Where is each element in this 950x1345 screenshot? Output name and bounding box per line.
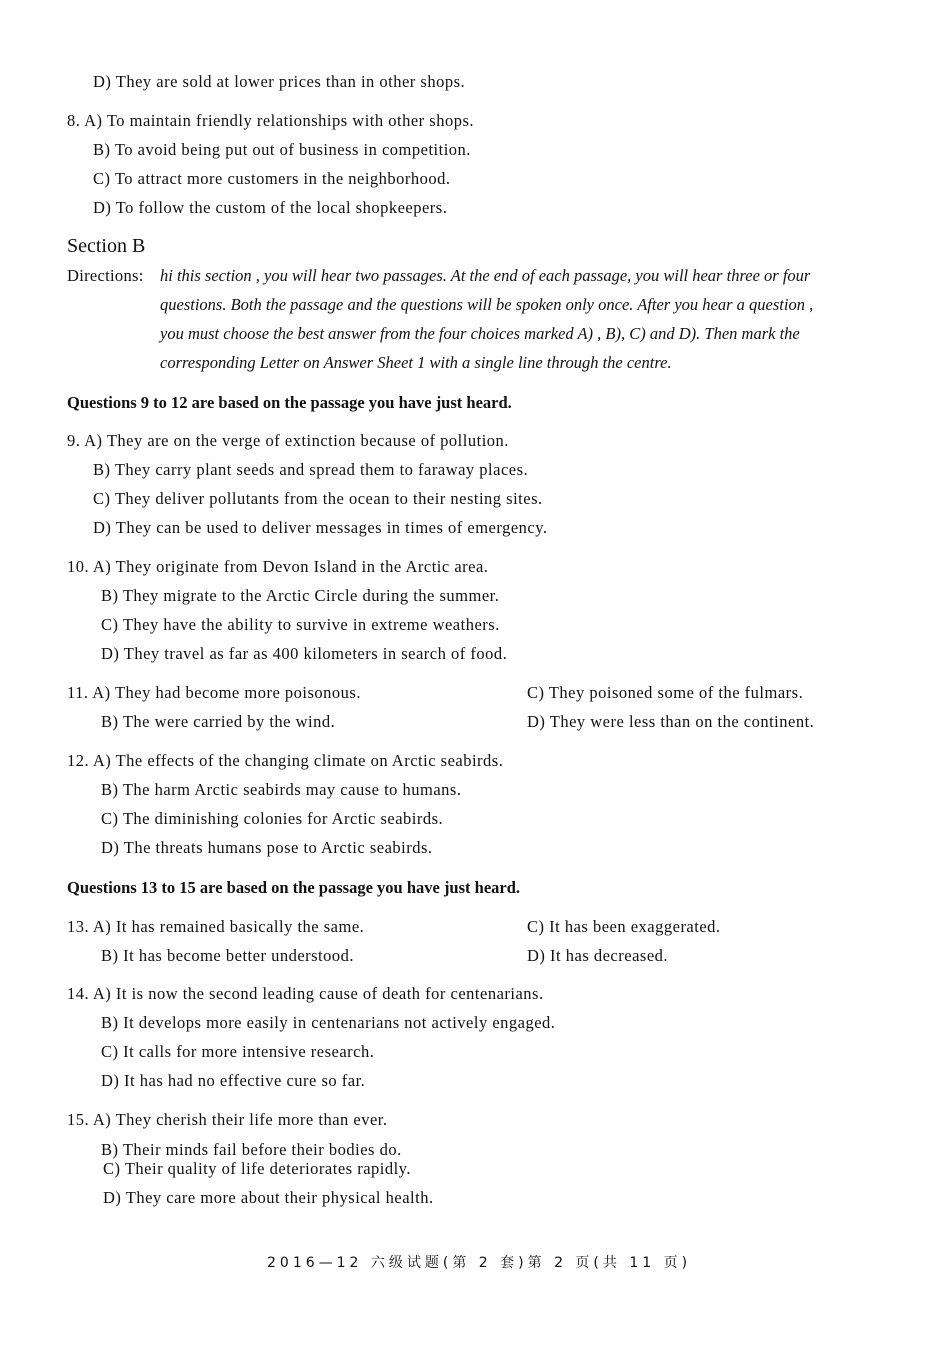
q14-option-a: 14. A) It is now the second leading cause of death for centenarians. — [67, 984, 544, 1003]
q13-option-a: 13. A) It has remained basically the same. — [67, 917, 365, 936]
q13-option-c: C) It has been exaggerated. — [527, 917, 721, 936]
q11-option-b: B) The were carried by the wind. — [101, 712, 336, 731]
page-footer: 2016—12 六级试题(第 2 套)第 2 页(共 11 页) — [267, 1255, 692, 1271]
q7-option-d: D) They are sold at lower prices than in other shops. — [93, 72, 466, 91]
q8-option-d: D) To follow the custom of the local shopkeepers. — [93, 198, 448, 217]
q10-option-c: C) They have the ability to survive in extreme weathers. — [101, 615, 500, 634]
directions-label: Directions: — [67, 266, 144, 285]
q14-option-b: B) It develops more easily in centenarians not actively engaged. — [101, 1013, 556, 1032]
q11-option-a: 11. A) They had become more poisonous. — [67, 683, 361, 702]
directions-line-4: corresponding Letter on Answer Sheet 1 with a single line through the centre. — [160, 353, 672, 372]
q11-option-d: D) They were less than on the continent. — [527, 712, 815, 731]
q15-option-d: D) They care more about their physical health. — [103, 1188, 434, 1207]
q15-option-b: B) Their minds fail before their bodies do. — [101, 1140, 402, 1159]
q12-option-b: B) The harm Arctic seabirds may cause to humans. — [101, 780, 462, 799]
q12-option-c: C) The diminishing colonies for Arctic seabirds. — [101, 809, 444, 828]
q14-option-d: D) It has had no effective cure so far. — [101, 1071, 366, 1090]
q10-option-d: D) They travel as far as 400 kilometers in search of food. — [101, 644, 508, 663]
section-b-title: Section B — [67, 235, 146, 257]
q11-option-c: C) They poisoned some of the fulmars. — [527, 683, 804, 702]
q9-option-a: 9. A) They are on the verge of extinction because of pollution. — [67, 431, 509, 450]
q8-option-c: C) To attract more customers in the neighborhood. — [93, 169, 451, 188]
q9-option-c: C) They deliver pollutants from the ocean to their nesting sites. — [93, 489, 543, 508]
q12-option-a: 12. A) The effects of the changing climate on Arctic seabirds. — [67, 751, 504, 770]
q8-option-a: 8. A) To maintain friendly relationships with other shops. — [67, 111, 474, 130]
directions-line-3: you must choose the best answer from the four choices marked A) , B), C) and D). Then mark the — [160, 324, 800, 343]
group2-heading: Questions 13 to 15 are based on the passage you have just heard. — [67, 878, 521, 897]
q12-option-d: D) The threats humans pose to Arctic seabirds. — [101, 838, 433, 857]
q15-option-a: 15. A) They cherish their life more than ever. — [67, 1110, 388, 1129]
directions-line-1: hi this section , you will hear two passages. At the end of each passage, you will hear three or four — [160, 266, 811, 285]
q14-option-c: C) It calls for more intensive research. — [101, 1042, 375, 1061]
q15-option-c: C) Their quality of life deteriorates rapidly. — [103, 1159, 411, 1178]
directions-line-2: questions. Both the passage and the questions will be spoken only once. After you hear a question , — [160, 295, 814, 314]
q8-option-b: B) To avoid being put out of business in competition. — [93, 140, 471, 159]
q13-option-b: B) It has become better understood. — [101, 946, 355, 965]
q9-option-d: D) They can be used to deliver messages in times of emergency. — [93, 518, 548, 537]
group1-heading: Questions 9 to 12 are based on the passage you have just heard. — [67, 393, 512, 412]
q13-option-d: D) It has decreased. — [527, 946, 669, 965]
q9-option-b: B) They carry plant seeds and spread them to faraway places. — [93, 460, 529, 479]
q10-option-b: B) They migrate to the Arctic Circle during the summer. — [101, 586, 500, 605]
q10-option-a: 10. A) They originate from Devon Island in the Arctic area. — [67, 557, 489, 576]
